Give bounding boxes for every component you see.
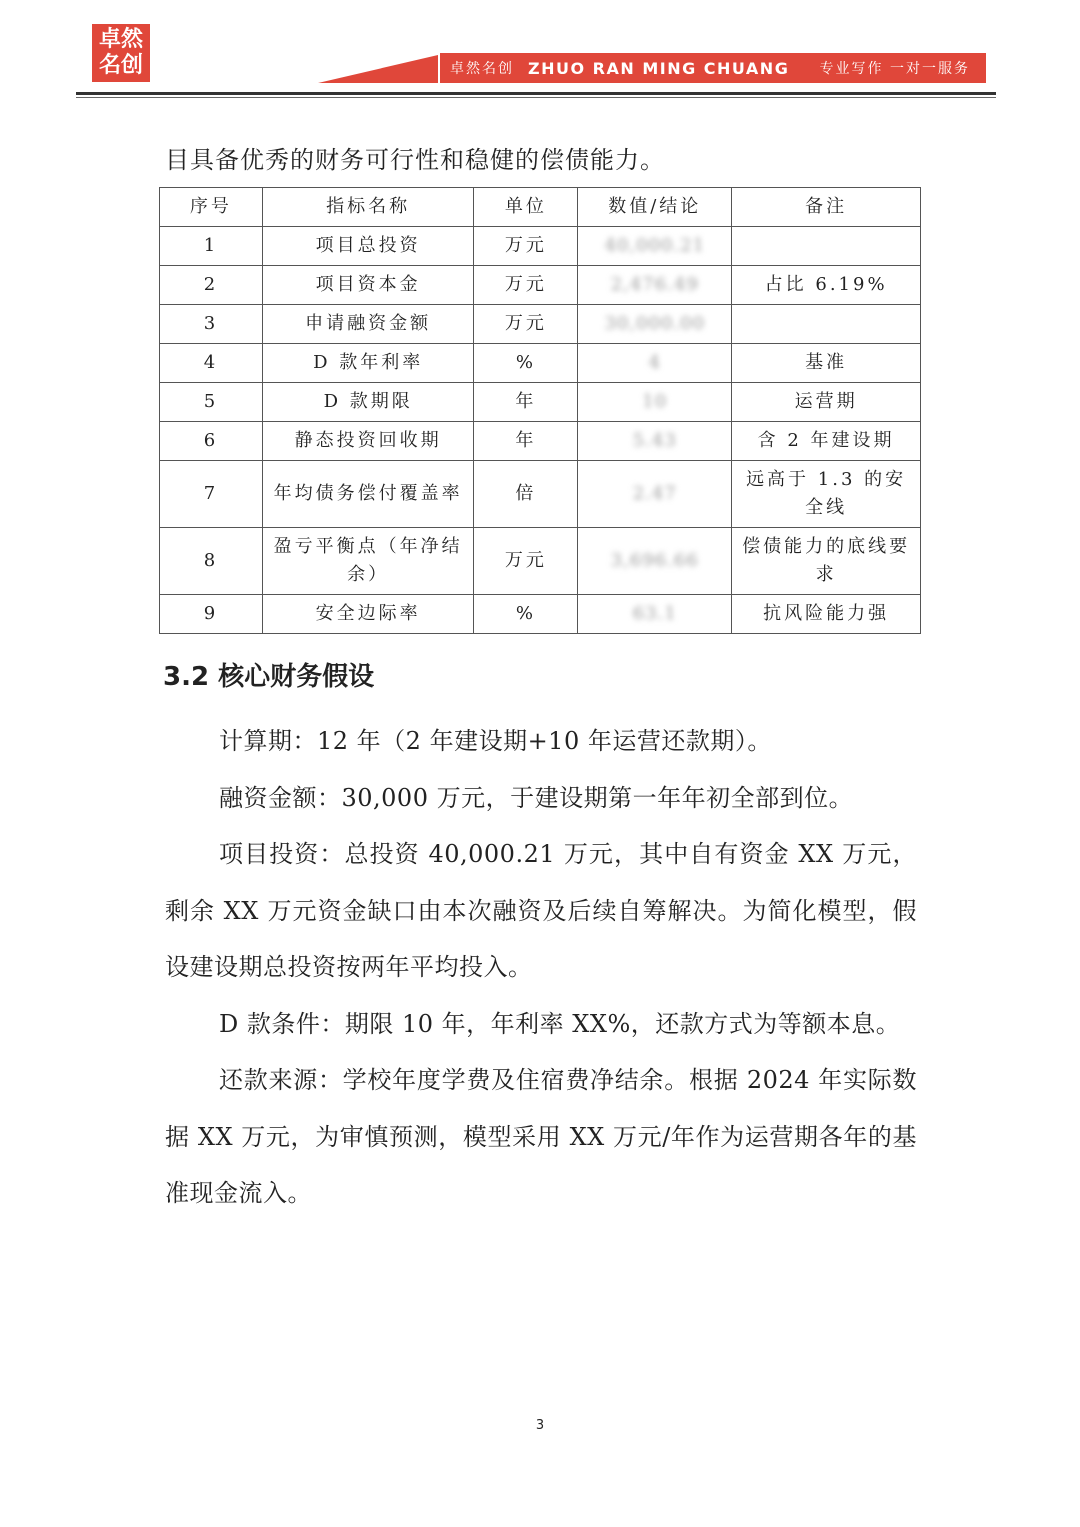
cell-unit: 年 (474, 383, 578, 422)
cell-note: 偿债能力的底线要求 (732, 528, 921, 595)
cell-unit: 年 (474, 422, 578, 461)
table-row (160, 422, 921, 461)
cell-name: 项目总投资 (262, 227, 474, 266)
paragraph: 融资金额：30,000 万元，于建设期第一年年初全部到位。 (219, 783, 854, 812)
cell-note: 抗风险能力强 (732, 595, 921, 634)
cell-value: 40,000.21 (578, 227, 732, 266)
cell-note (732, 227, 921, 266)
cell-value: 2,476.49 (578, 266, 732, 305)
cell-unit: 万元 (474, 305, 578, 344)
brand-tagline: 专业写作 一对一服务 (819, 61, 970, 77)
header-no: 序号 (160, 188, 263, 227)
cell-unit: 倍 (474, 461, 578, 528)
banner-triangle (318, 55, 438, 83)
cell-no: 5 (160, 383, 263, 422)
cell-unit: 万元 (474, 227, 578, 266)
header-value: 数值/结论 (578, 188, 732, 227)
brand-logo (92, 24, 150, 82)
header-unit: 单位 (474, 188, 578, 227)
brand-name-cn: 卓然名创 (450, 61, 514, 77)
cell-value: 63.1 (578, 595, 732, 634)
cell-name: 项目资本金 (262, 266, 474, 305)
table-row (160, 461, 921, 528)
cell-no: 7 (160, 461, 263, 528)
header-rule-thin (76, 97, 996, 98)
cell-value: 4 (578, 344, 732, 383)
cell-name: 年均债务偿付覆盖率 (262, 461, 474, 528)
header-note: 备注 (732, 188, 921, 227)
paragraph: 计算期：12 年（2 年建设期+10 年运营还款期）。 (219, 727, 772, 755)
cell-unit: % (474, 595, 578, 634)
section-heading: 3.2 核心财务假设 (163, 662, 375, 692)
table-row (160, 305, 921, 344)
header-rule (76, 92, 996, 95)
header-name: 指标名称 (262, 188, 474, 227)
cell-name: D 款期限 (262, 383, 474, 422)
cell-note: 运营期 (732, 383, 921, 422)
cell-value: 5.43 (578, 422, 732, 461)
cell-no: 6 (160, 422, 263, 461)
cell-value: 30,000.00 (578, 305, 732, 344)
page-number: 3 (535, 1418, 545, 1433)
cell-no: 1 (160, 227, 263, 266)
cell-value: 2.47 (578, 461, 732, 528)
cell-note: 基准 (732, 344, 921, 383)
table-header-row (160, 188, 921, 227)
cell-note: 占比 6.19% (732, 266, 921, 305)
cell-note (732, 305, 921, 344)
table-row (160, 383, 921, 422)
cell-no: 2 (160, 266, 263, 305)
cell-no: 8 (160, 528, 263, 595)
cell-name: D 款年利率 (262, 344, 474, 383)
cell-value: 3,696.66 (578, 528, 732, 595)
cell-name: 安全边际率 (262, 595, 474, 634)
logo-text-line1: 卓然 (98, 27, 143, 52)
cell-unit: 万元 (474, 528, 578, 595)
cell-unit: 万元 (474, 266, 578, 305)
table-row (160, 266, 921, 305)
paragraph: D 款条件：期限 10 年，年利率 XX%，还款方式为等额本息。 (219, 1009, 901, 1038)
cell-no: 3 (160, 305, 263, 344)
paragraph: 还款来源：学校年度学费及住宿费净结余。根据 2024 年实际数据 XX 万元，为审慎预测，模型采用 XX 万元/年作为运营期各年的基准现金流入。 (165, 1066, 917, 1207)
cell-note: 远高于 1.3 的安全线 (732, 461, 921, 528)
cell-note: 含 2 年建设期 (732, 422, 921, 461)
table-row (160, 344, 921, 383)
header-banner (440, 53, 986, 83)
table-row (160, 595, 921, 634)
section-body (165, 713, 917, 1222)
cell-unit: % (474, 344, 578, 383)
table-row (160, 528, 921, 595)
cell-no: 9 (160, 595, 263, 634)
logo-text-line2: 名创 (98, 53, 143, 78)
cell-name: 盈亏平衡点（年净结余） (262, 528, 474, 595)
lead-sentence: 目具备优秀的财务可行性和稳健的偿债能力。 (165, 146, 665, 174)
brand-name-en: ZHUO RAN MING CHUANG (528, 58, 790, 78)
cell-name: 静态投资回收期 (262, 422, 474, 461)
cell-name: 申请融资金额 (262, 305, 474, 344)
financial-indicators-table (159, 187, 921, 634)
paragraph: 项目投资：总投资 40,000.21 万元，其中自有资金 XX 万元，剩余 XX 万元资金缺口由本次融资及后续自筹解决。为简化模型，假设建设期总投资按两年平均投入。 (165, 840, 917, 981)
table-row (160, 227, 921, 266)
cell-value: 10 (578, 383, 732, 422)
cell-no: 4 (160, 344, 263, 383)
